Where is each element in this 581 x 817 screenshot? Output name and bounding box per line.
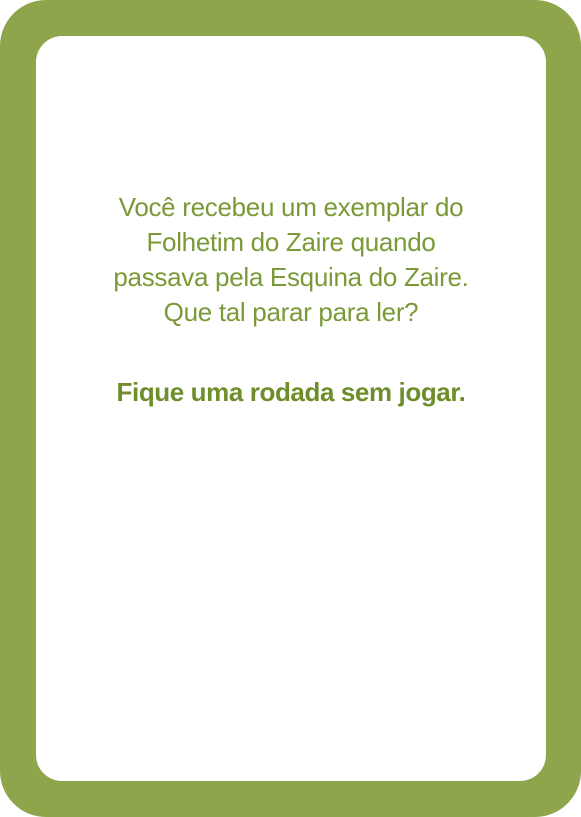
message-line: Folhetim do Zaire quando [146,227,436,257]
message-line: Você recebeu um exemplar do [118,192,464,222]
card-message [36,190,546,330]
message-line: passava pela Esquina do Zaire. [113,262,469,292]
message-line: Que tal parar para ler? [163,297,419,327]
card-face [36,36,546,781]
card-instruction: Fique uma rodada sem jogar. [116,377,466,407]
